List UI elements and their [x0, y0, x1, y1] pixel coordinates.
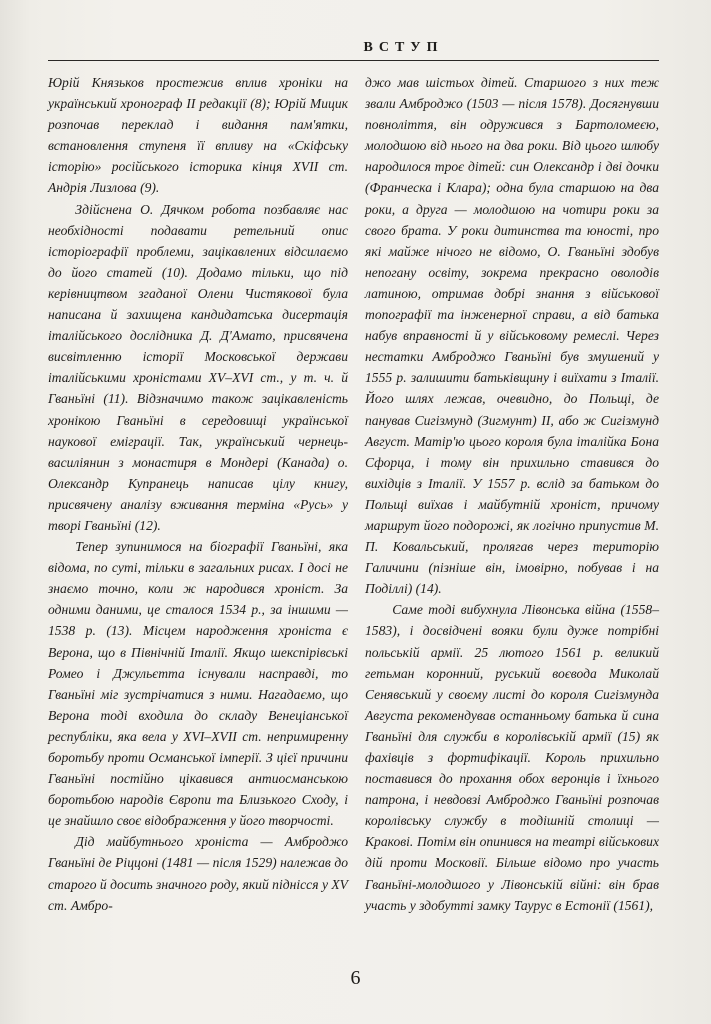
- section-title: ВСТУП: [363, 40, 444, 55]
- page-number: 6: [350, 967, 361, 989]
- left-column: [48, 72, 348, 916]
- paragraph: Здійснена О. Дячком робота позбавляє нас необхідності подавати ретельний опис історіографії проблеми, зацікавлених відсилаємо до його статей (10). Додамо тільки, що під керівництвом згаданої Олени Чистякової була написана й захищена кандидатська дисертація італійського дослідника Д. Д'Амато, присвячена висвітленню історії Московської держави італійськими хроністами XV–XVI ст., у т. ч. й Гваньїні (11). Відзначимо також зацікавленість хронікою Гваньїні в середовищі української наукової еміграції. Так, український чернець-василіянин з монастиря в Мондері (Канада) о. Олександр Купранець написав цілу книгу, присвячену аналізу вживання терміна «Русь» у творі Гваньїні (12).: [48, 201, 348, 533]
- paragraph: Юрій Князьков простежив вплив хроніки на український хронограф II редакції (8); Юрій Мицик розпочав переклад і видання пам'ятки, встановлення ступеня її впливу на «Скіфську історію» російського історика кінця XVII ст. Андрія Лизлова (9).: [48, 75, 348, 196]
- paragraph: Тепер зупинимося на біографії Гваньїні, яка відома, по суті, тільки в загальних рисах. І досі не знаємо точно, коли ж народився хроніст. За одними даними, це сталося 1534 р., за іншими — 1538 р. (13). Місцем народження хроніста є Верона, що в Північній Італії. Якщо шекспірівські Ромео і Джульєтта існували насправді, то Гваньїні міг зустрічатися з ними. Нагадаємо, що Верона тоді входила до складу Венеціанської республіки, яка вела у XVI–XVII ст. непримиренну боротьбу проти Османської імперії. З цієї причини Гваньїні постійно цікавився антиосманською боротьбою народів Європи та Близького Сходу, і це знайшло своє відображення у його творчості.: [48, 539, 348, 829]
- paragraph: Саме тоді вибухнула Лівонська війна (1558–1583), і досвідчені вояки були дуже потрібні польській армії. 25 лютого 1561 р. великий гетьман коронний, руський воєвода Миколай Сенявський у своєму листі до короля Сигізмунда Августа рекомендував останньому батька й сина Гваньїні для служби в королівській армії (15) як фахівців з фортифікації. Король прихильно поставився до прохання обох веронців і їхнього патрона, і невдовзі Амброджо Гваньїні розпочав королівську службу в тодішній столиці — Кракові. Потім він опинився на театрі військових дій проти Московії. Більше відомо про участь Гваньїні-молодшого у Лівонській війні: він брав участь у здобутті замку Таурус в Естонії (1561),: [365, 602, 659, 913]
- paragraph: Дід майбутнього хроніста — Амброджо Гваньїні де Ріццоні (1481 — після 1529) належав до старого й досить значного роду, який піднісся у XV ст. Амбро-: [48, 834, 348, 913]
- paragraph: джо мав шістьох дітей. Старшого з них теж звали Амброджо (1503 — після 1578). Досягнувши повноліття, він одружився з Бартоломеєю, молодшою від нього на два роки. Від цього шлюбу народилося троє дітей: син Олександр і дві дочки (Франческа і Клара); одна була старшою на два роки, а друга — молодшою на чотири роки за свого брата. У роки дитинства та юності, про які майже нічого не відомо, О. Гваньїні здобув непогану освіту, зокрема прекрасно оволодів латиною, отримав добрі знання з військової топографії та інженерної справи, а від батька набув вправності й у військовому ремеслі. Через нестатки Амброджо Гваньїні був змушений у 1555 р. залишити батьківщину і виїхати з Італії. Його шлях лежав, очевидно, до Польщі, де панував Сигізмунд (Зигмунт) II, або ж Сигізмунд Август. Матір'ю цього короля була італійка Бона Сфорца, і тому він прихильно ставився до вихідців з Італії. У 1557 р. вслід за батьком до Польщі виїхав і майбутній хроніст, причому маршрут його подорожі, як логічно припустив М. П. Ковальський, пролягав через територію Галичини (пізніше він, імовірно, побував і на Поділлі) (14).: [365, 75, 659, 597]
- running-header: [48, 36, 659, 60]
- header-divider: [48, 60, 659, 61]
- right-column: [365, 72, 659, 916]
